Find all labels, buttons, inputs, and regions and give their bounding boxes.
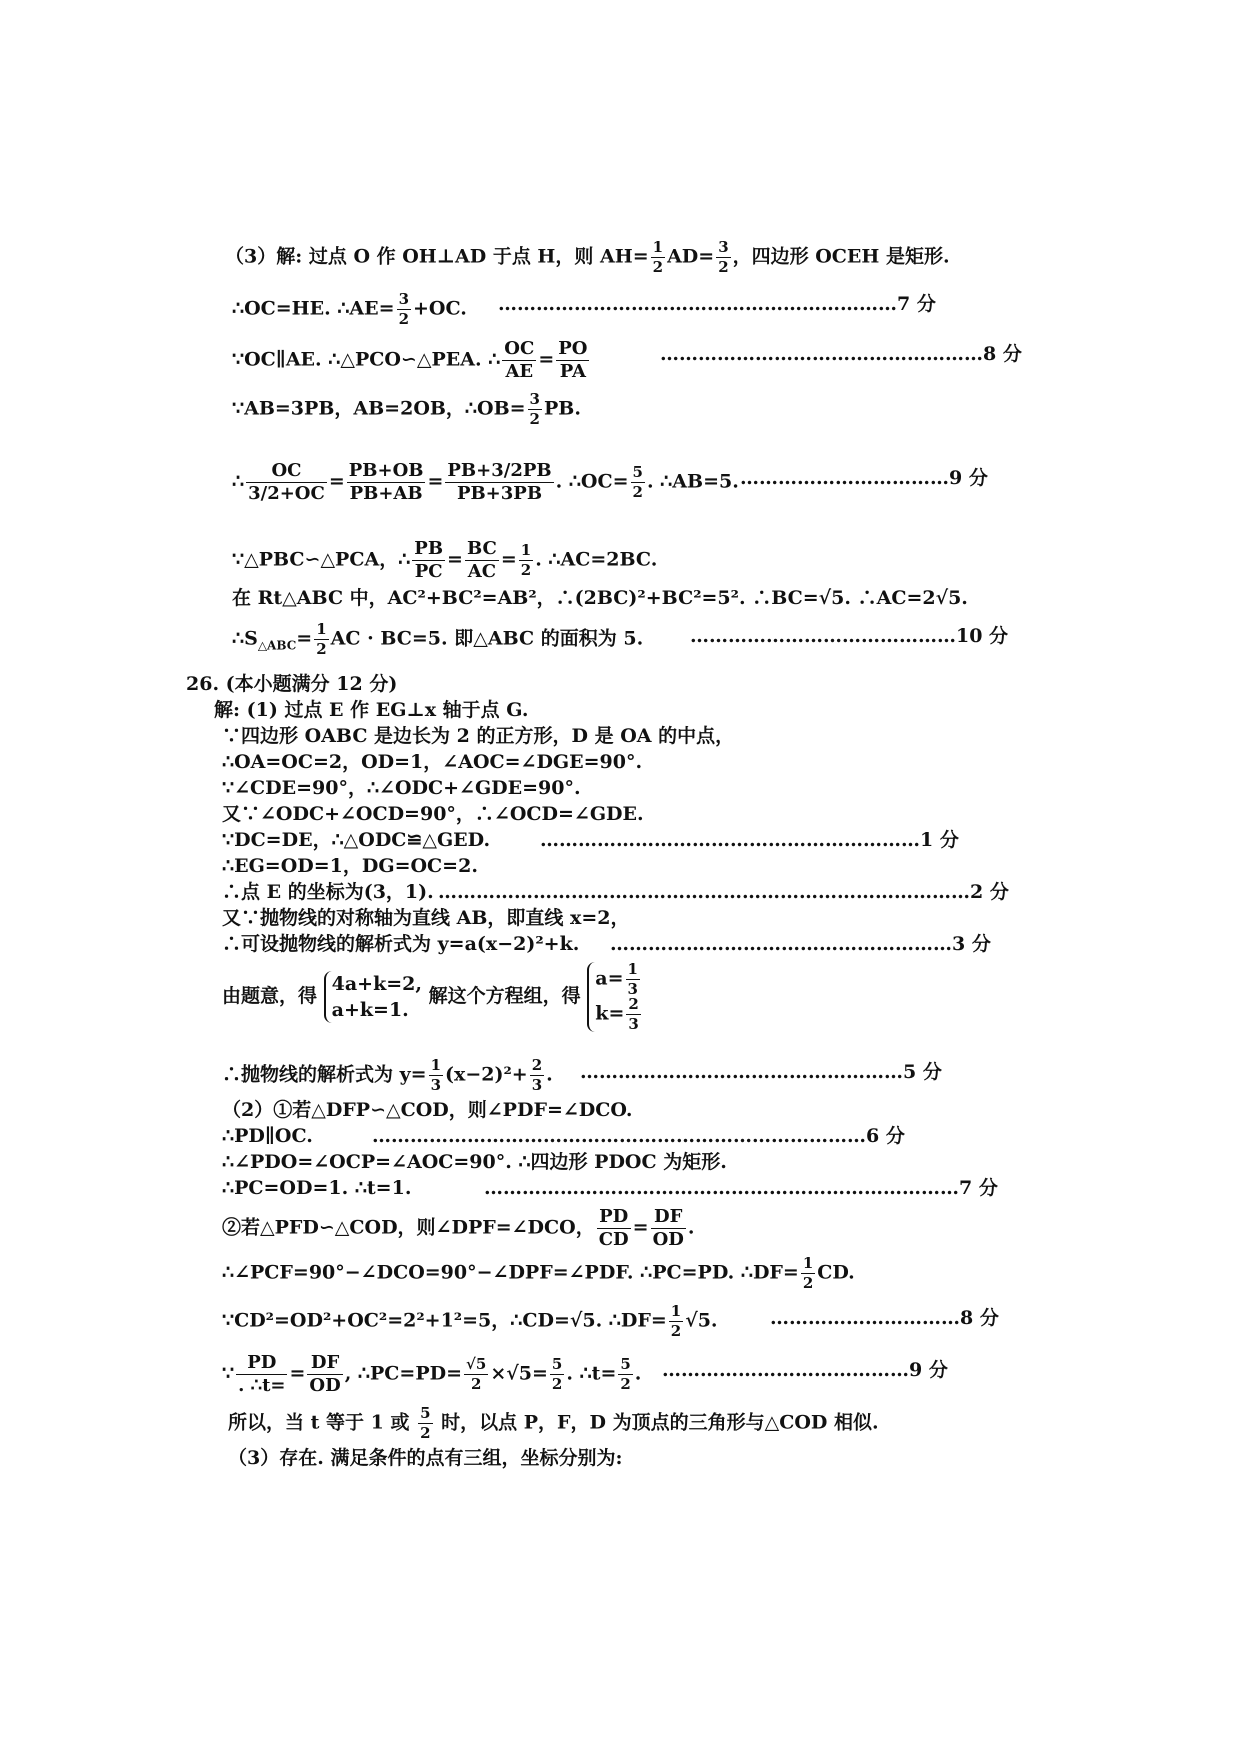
q26-part2-line-2: ∴PD∥OC. bbox=[222, 1125, 313, 1147]
numerator: PB bbox=[414, 538, 444, 559]
text: , ∴PC=PD= bbox=[344, 1362, 463, 1385]
score-mark: ……………………………………………………………………6 分 bbox=[372, 1125, 905, 1147]
solution-brace bbox=[587, 962, 643, 1032]
q26-part2-line-4: ∴PC=OD=1. ∴t=1. bbox=[222, 1177, 412, 1199]
sec3-line-1 bbox=[225, 240, 950, 275]
text: 时，以点 P，F，D 为顶点的三角形与△COD 相似. bbox=[434, 1411, 879, 1434]
score-mark: …………………………………………………………………7 分 bbox=[484, 1177, 998, 1199]
q26-line-9: 又∵抛物线的对称轴为直线 AB，即直线 x=2， bbox=[222, 907, 630, 929]
fraction bbox=[626, 962, 640, 997]
denominator: 2 bbox=[470, 1375, 482, 1393]
text: = bbox=[632, 1216, 649, 1239]
denominator: . ∴t= bbox=[238, 1375, 286, 1396]
text: . bbox=[687, 1216, 695, 1239]
fraction bbox=[528, 392, 542, 427]
numerator: 5 bbox=[632, 463, 643, 481]
fraction bbox=[519, 543, 533, 578]
text: . ∴t= bbox=[566, 1362, 617, 1385]
text: PB. bbox=[543, 397, 581, 420]
sec3-line-4 bbox=[232, 392, 581, 427]
q26-line-3: ∴OA=OC=2，OD=1，∠AOC=∠DGE=90°. bbox=[222, 751, 643, 773]
denominator: PB+AB bbox=[349, 483, 423, 504]
text: . ∴AC=2BC. bbox=[535, 548, 658, 571]
q26-part2-line-3: ∴∠PDO=∠OCP=∠AOC=90°. ∴四边形 PDOC 为矩形. bbox=[222, 1151, 727, 1173]
text: = bbox=[500, 548, 517, 571]
fraction bbox=[801, 1256, 815, 1291]
subscript: △ABC bbox=[257, 638, 297, 653]
fraction bbox=[716, 240, 730, 275]
numerator: OC bbox=[246, 462, 327, 483]
solution-row bbox=[595, 962, 643, 997]
numerator: 1 bbox=[627, 960, 638, 978]
text: . ∴AB=5. bbox=[646, 470, 739, 493]
q26-parabola-line bbox=[222, 1058, 553, 1093]
text: = bbox=[427, 470, 444, 493]
text: AD= bbox=[667, 245, 715, 268]
q26-line-5: 又∵∠ODC+∠OCD=90°，∴∠OCD=∠GDE. bbox=[222, 803, 644, 825]
denominator: AE bbox=[505, 361, 534, 382]
numerator: PD bbox=[236, 1354, 287, 1375]
denominator: AC bbox=[467, 561, 497, 582]
fraction bbox=[418, 1406, 432, 1441]
fraction bbox=[429, 1058, 443, 1093]
fraction bbox=[669, 1304, 683, 1339]
numerator: 2 bbox=[531, 1056, 543, 1074]
denominator: 2 bbox=[632, 483, 643, 501]
score-mark: …………………………………………………………………………2 分 bbox=[438, 881, 1009, 903]
equation-brace bbox=[324, 971, 422, 1023]
solution-row bbox=[595, 997, 643, 1032]
q26-line-6: ∵DC=DE，∴△ODC≌△GED. bbox=[222, 829, 491, 851]
text: 由题意，得 bbox=[222, 985, 318, 1007]
text: （3）解: 过点 O 作 OH⊥AD 于点 H，则 AH= bbox=[225, 245, 649, 268]
sec3-line-8 bbox=[232, 622, 643, 657]
equation-row: a+k=1. bbox=[331, 999, 409, 1021]
numerator: PD bbox=[597, 1208, 631, 1229]
numerator: PB+OB bbox=[348, 460, 424, 481]
text: a= bbox=[595, 967, 624, 990]
numerator: √5 bbox=[466, 1355, 487, 1373]
numerator: 1 bbox=[430, 1056, 442, 1074]
denominator: 2 bbox=[551, 1375, 563, 1393]
numerator: 5 bbox=[420, 1404, 431, 1422]
text: = bbox=[289, 1362, 306, 1385]
fraction bbox=[597, 1208, 631, 1249]
text: ×√5= bbox=[490, 1362, 548, 1385]
numerator: 3 bbox=[718, 238, 729, 256]
denominator: 2 bbox=[420, 1424, 431, 1442]
denominator: PA bbox=[559, 361, 586, 382]
q26-line-2: ∵四边形 OABC 是边长为 2 的正方形，D 是 OA 的中点， bbox=[222, 725, 735, 747]
sec3-line-5 bbox=[232, 462, 739, 503]
denominator: CD bbox=[598, 1229, 629, 1250]
numerator: 5 bbox=[620, 1355, 631, 1373]
denominator: 2 bbox=[316, 640, 327, 658]
q26-part2-line-7 bbox=[222, 1304, 718, 1339]
score-mark: ……………………………………………5 分 bbox=[580, 1061, 942, 1083]
q26-line-7: ∴EG=OD=1，DG=OC=2. bbox=[222, 855, 478, 877]
score-mark: ……………………………………………………1 分 bbox=[540, 829, 959, 851]
numerator: PB+3/2PB bbox=[447, 460, 552, 481]
numerator: 3 bbox=[529, 390, 540, 408]
numerator: 1 bbox=[520, 541, 532, 559]
question-26-heading: 26. (本小题满分 12 分) bbox=[186, 673, 398, 695]
denominator: PC bbox=[414, 561, 443, 582]
text: √5. bbox=[685, 1309, 718, 1332]
numerator: OC bbox=[504, 338, 535, 359]
score-mark: ……………………………………10 分 bbox=[690, 625, 1009, 647]
q26-part2-conclusion bbox=[228, 1406, 879, 1441]
text: = bbox=[328, 470, 345, 493]
q26-line-8: ∴点 E 的坐标为(3，1). bbox=[222, 881, 434, 903]
fraction bbox=[631, 465, 645, 500]
text: +OC. bbox=[413, 297, 467, 320]
text: = bbox=[447, 548, 463, 571]
fraction bbox=[550, 1357, 564, 1392]
text: ∴∠PCF=90°−∠DCO=90°−∠DPF=∠PDF. ∴PC=PD. ∴DF= bbox=[222, 1261, 799, 1284]
text: ②若△PFD∽△COD，则∠DPF=∠DCO， bbox=[222, 1216, 595, 1239]
text: ，四边形 OCEH 是矩形. bbox=[732, 245, 950, 268]
denominator: 2 bbox=[670, 1322, 682, 1340]
fraction bbox=[314, 622, 328, 657]
sec3-line-7: 在 Rt△ABC 中，AC²+BC²=AB²，∴(2BC)²+BC²=5². ∴BC=√5. ∴AC=2√5. bbox=[232, 587, 968, 609]
text: ∵OC∥AE. ∴△PCO∽△PEA. ∴ bbox=[232, 348, 501, 371]
denominator: 2 bbox=[529, 410, 540, 428]
score-mark: ………………………………………………………7 分 bbox=[498, 293, 936, 315]
text: = bbox=[538, 348, 555, 371]
text: ∵CD²=OD²+OC²=2²+1²=5，∴CD=√5. ∴DF= bbox=[222, 1309, 667, 1332]
numerator: BC bbox=[466, 538, 497, 559]
text: (x−2)²+ bbox=[445, 1063, 528, 1086]
q26-line-1: 解: (1) 过点 E 作 EG⊥x 轴于点 G. bbox=[214, 699, 529, 721]
numerator: 2 bbox=[628, 995, 639, 1013]
score-mark: ……………………………9 分 bbox=[740, 467, 988, 489]
denominator: OD bbox=[309, 1375, 341, 1396]
denominator: PB+3PB bbox=[456, 483, 543, 504]
numerator: 1 bbox=[316, 620, 327, 638]
q26-part2-line-6 bbox=[222, 1256, 855, 1291]
denominator: 3 bbox=[627, 980, 638, 998]
score-mark: ………………………………………………3 分 bbox=[610, 933, 991, 955]
score-mark: ……………………………………………8 分 bbox=[660, 343, 1022, 365]
score-mark: …………………………8 分 bbox=[770, 1307, 999, 1329]
fraction bbox=[618, 1357, 632, 1392]
denominator: 2 bbox=[520, 561, 532, 579]
fraction bbox=[412, 540, 445, 581]
fraction bbox=[626, 997, 640, 1032]
text: ∴抛物线的解析式为 y= bbox=[222, 1063, 427, 1086]
text: 所以，当 t 等于 1 或 bbox=[228, 1411, 417, 1434]
denominator: 2 bbox=[398, 310, 410, 328]
q26-part2-line-5 bbox=[222, 1208, 695, 1249]
fraction bbox=[236, 1354, 287, 1395]
q26-equation-system bbox=[222, 962, 643, 1032]
fraction bbox=[445, 462, 553, 503]
q26-line-4: ∵∠CDE=90°，∴∠ODC+∠GDE=90°. bbox=[222, 777, 581, 799]
numerator: DF bbox=[651, 1208, 686, 1229]
text: ∵ bbox=[222, 1362, 235, 1385]
fraction bbox=[347, 462, 426, 503]
text: CD. bbox=[817, 1261, 855, 1284]
fraction bbox=[556, 340, 589, 381]
numerator: 1 bbox=[802, 1254, 814, 1272]
q26-line-10: ∴可设抛物线的解析式为 y=a(x−2)²+k. bbox=[222, 933, 580, 955]
fraction bbox=[307, 1354, 342, 1395]
text: k= bbox=[595, 1002, 625, 1025]
sec3-line-6 bbox=[232, 540, 657, 581]
denominator: 2 bbox=[652, 258, 664, 276]
denominator: 3 bbox=[531, 1076, 543, 1094]
sec3-line-3 bbox=[232, 340, 591, 381]
denominator: OD bbox=[652, 1229, 684, 1250]
text: 解这个方程组，得 bbox=[428, 985, 581, 1007]
sec3-line-2 bbox=[232, 292, 467, 327]
text: ∵△PBC∽△PCA，∴ bbox=[232, 548, 411, 571]
text: . bbox=[634, 1362, 642, 1385]
text: AC · BC=5. 即△ABC 的面积为 5. bbox=[330, 627, 644, 650]
denominator: 3 bbox=[628, 1015, 639, 1033]
equation-row: 4a+k=2, bbox=[331, 973, 423, 995]
q26-part2-line-8 bbox=[222, 1354, 641, 1395]
q26-part2-line-1: （2）①若△DFP∽△COD，则∠PDF=∠DCO. bbox=[222, 1099, 633, 1121]
numerator: 1 bbox=[670, 1302, 682, 1320]
text: = bbox=[296, 627, 313, 650]
q26-part3-line-1: （3）存在. 满足条件的点有三组，坐标分别为: bbox=[228, 1447, 623, 1469]
text: ∴OC=HE. ∴AE= bbox=[232, 297, 395, 320]
denominator: 2 bbox=[718, 258, 729, 276]
text: ∴S bbox=[232, 627, 258, 650]
fraction bbox=[464, 1357, 488, 1392]
score-mark: …………………………………9 分 bbox=[662, 1359, 948, 1381]
fraction bbox=[651, 1208, 686, 1249]
numerator: 5 bbox=[551, 1355, 563, 1373]
denominator: 3 bbox=[430, 1076, 442, 1094]
fraction bbox=[651, 240, 665, 275]
text: . ∴OC= bbox=[555, 470, 629, 493]
fraction bbox=[530, 1058, 544, 1093]
text: ∴ bbox=[232, 470, 245, 493]
fraction bbox=[246, 462, 327, 503]
numerator: 3 bbox=[398, 290, 410, 308]
fraction bbox=[502, 340, 536, 381]
numerator: DF bbox=[307, 1354, 342, 1375]
fraction bbox=[397, 292, 411, 327]
denominator: 2 bbox=[620, 1375, 631, 1393]
fraction bbox=[465, 540, 499, 581]
numerator: PO bbox=[558, 338, 588, 359]
denominator: 2 bbox=[802, 1274, 814, 1292]
denominator: 3/2+OC bbox=[248, 483, 325, 504]
text: ∵AB=3PB，AB=2OB，∴OB= bbox=[232, 397, 526, 420]
text: . bbox=[546, 1063, 553, 1086]
numerator: 1 bbox=[652, 238, 664, 256]
